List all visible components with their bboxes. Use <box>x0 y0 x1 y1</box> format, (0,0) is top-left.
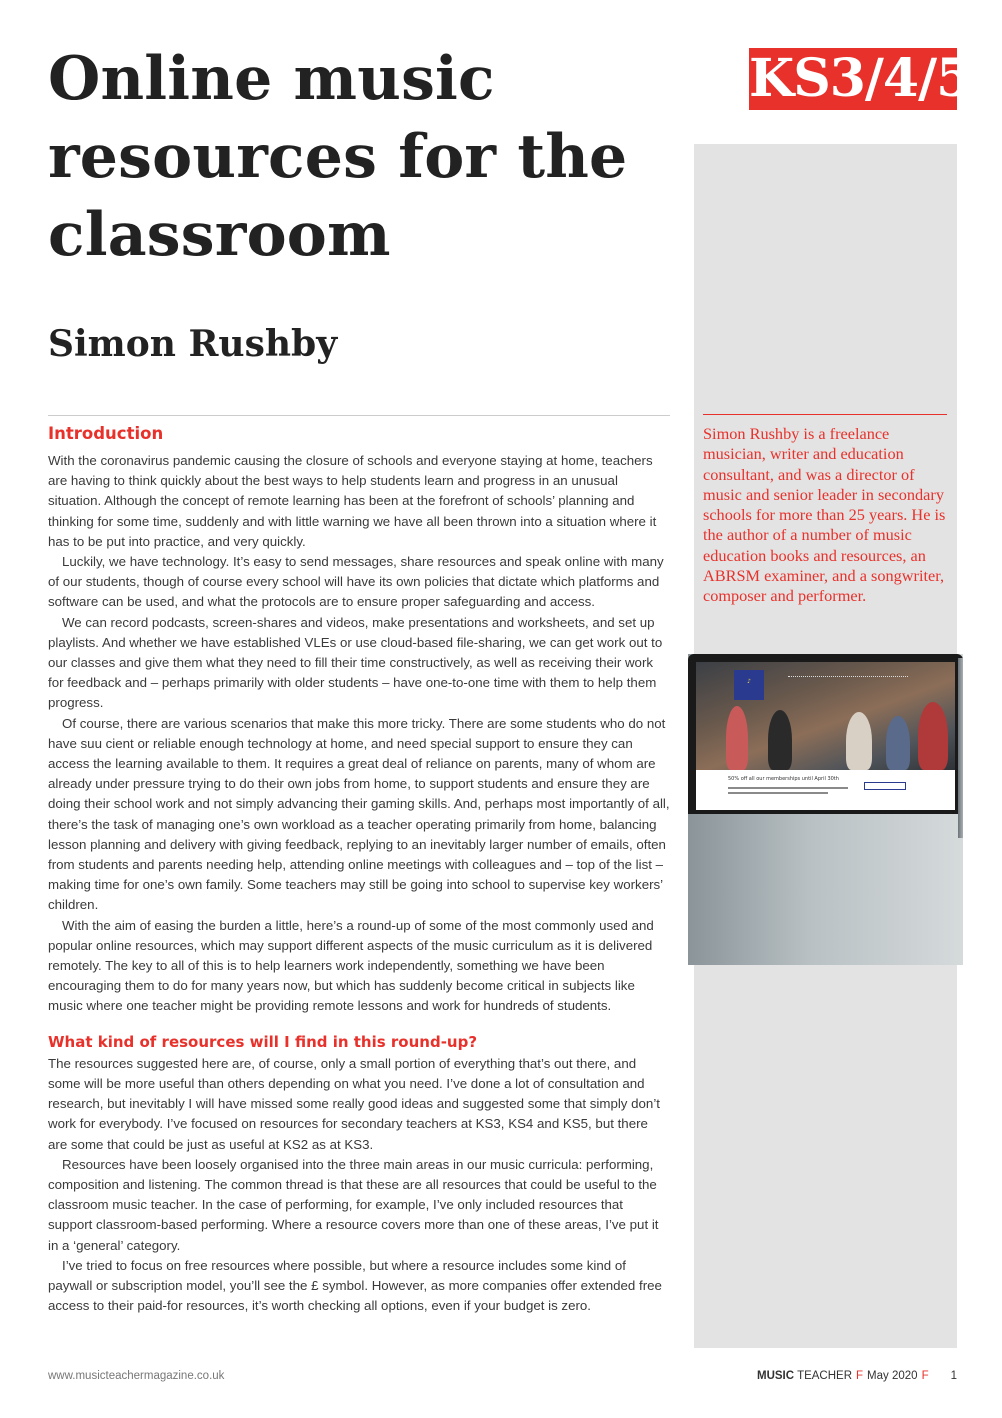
person-figure <box>768 710 792 770</box>
footer-website-link[interactable]: www.musicteachermagazine.co.uk <box>48 1370 225 1382</box>
website-logo: ♪ <box>734 670 764 700</box>
person-figure <box>846 712 872 770</box>
laptop-screen <box>696 662 955 810</box>
website-banner-line <box>728 792 828 794</box>
laptop-edge <box>958 658 963 838</box>
footer-page-number: 1 <box>950 1370 957 1382</box>
article-paragraph: We can record podcasts, screen-shares and videos, make presentations and worksheets, and set up playlists. And whether we have established VLEs or use cloud-based file-sharing, we can get work out to our classes and give them what they need to fill their time constructively, as well as receiving their work for feedback and – perhaps primarily with older students – have one-to-one time with them to help them progress. <box>48 614 663 711</box>
footer-brand-bold: MUSIC <box>757 1370 795 1382</box>
website-hero-image <box>696 662 955 770</box>
footer-separator: F <box>856 1370 864 1382</box>
article-divider <box>48 415 670 416</box>
article-body <box>48 423 670 1316</box>
article-paragraph: With the aim of easing the burden a little, here’s a round-up of some of the most commonly used and popular online resources, which may support different aspects of the music curriculum as it is delivered remotely. The key to all of this is to help learners work independently, something we have been encouraging them to do for many years now, but which has suddenly become critical in subjects like music where one teacher might be providing remote lessons and work for hundreds of students. <box>48 917 654 1014</box>
section-heading-round-up: What kind of resources will I find in this round-up? <box>48 1032 478 1051</box>
article-paragraph: Of course, there are various scenarios that make this more tricky. There are some students who do not have suu cient or reliable enough technology at home, and need special support to ensure they can access the learning available to them. It requires a great deal of reliance on parents, many of whom are already under pressure trying to do their own jobs from home, to support students and ensure they are doing their school work and not simply advancing their gaming skills. And, perhaps most importantly of all, there’s the task of managing one’s own workload as a teacher operating primarily from home, balancing lesson planning and delivery with giving feedback, replying to an inevitably larger number of emails, often from students and parents needing help, attending online meetings with colleagues and – top of the list – making time for one’s own family. Some teachers may still be going into school to supervise key workers’ children. <box>48 715 670 913</box>
article-paragraph: Resources have been loosely organised into the three main areas in our music curricula: performing, composition and listening. The common thread is that these are all resources that could be useful to the classroom music teacher. In the case of performing, for example, I’ve only included resources that support classroom-based performing. Where a resource covers more than one of these areas, I’ve put it in a ‘general’ category. <box>48 1156 659 1253</box>
website-banner <box>696 770 955 810</box>
article-paragraph: With the coronavirus pandemic causing the closure of schools and everyone staying at home, teachers are having to think quickly about the best ways to help students learn and progress in an unusual situation. Although the concept of remote learning has been at the forefront of schools’ planning and thinking for some time, suddenly and with little warning we have all been thrown into a situation where it has to be put into practice, and very quickly. <box>48 453 657 549</box>
key-stage-badge: KS3/4/5 <box>749 48 972 109</box>
website-banner-button <box>864 782 906 790</box>
website-nav <box>788 676 908 681</box>
footer-publication <box>757 1370 957 1382</box>
footer-brand-rest: TEACHER <box>797 1370 853 1382</box>
person-figure <box>918 702 948 770</box>
article-paragraph: The resources suggested here are, of course, only a small portion of everything that’s out there, and some will be more useful than others depending on what you need. I’ve done a lot of consultation and research, but inevitably I will have missed some really good ideas and suggested some that simply don’t work for everybody. I’ve focused on resources for secondary teachers at KS3, KS4 and KS5, but there are some that could be just as useful at KS2 as at KS3. <box>48 1055 660 1152</box>
article-paragraph: I’ve tried to focus on free resources where possible, but where a resource includes some kind of paywall or subscription model, you’ll see the £ symbol. However, as more companies offer extended free access to their paid-for resources, it’s worth checking all options, even if your budget is zero. <box>48 1257 662 1314</box>
laptop-photo <box>688 654 963 965</box>
laptop-frame <box>688 654 963 814</box>
author-bio: Simon Rushby is a freelance musician, writer and education consultant, and was a director of music and senior leader in secondary schools for more than 25 years. He is the author of a number of music education books and resources, an ABRSM examiner, and a songwriter, composer and performer. <box>703 424 946 606</box>
person-figure <box>726 706 748 770</box>
sidebar-divider <box>703 414 947 415</box>
author-name: Simon Rushby <box>48 323 338 365</box>
footer-separator: F <box>921 1370 929 1382</box>
website-banner-text: 50% off all our memberships until April 30th <box>728 776 839 782</box>
person-figure <box>886 716 910 770</box>
website-banner-line <box>728 787 848 789</box>
footer-issue: May 2020 <box>867 1370 918 1382</box>
page-title: Online music resources for the classroom <box>48 44 628 270</box>
section-heading-introduction: Introduction <box>48 424 164 443</box>
article-paragraph: Luckily, we have technology. It’s easy to send messages, share resources and speak online with many of our students, though of course every school will have its own policies that dictate which platforms and software can be used, and what the protocols are to ensure proper safeguarding and access. <box>48 554 664 610</box>
